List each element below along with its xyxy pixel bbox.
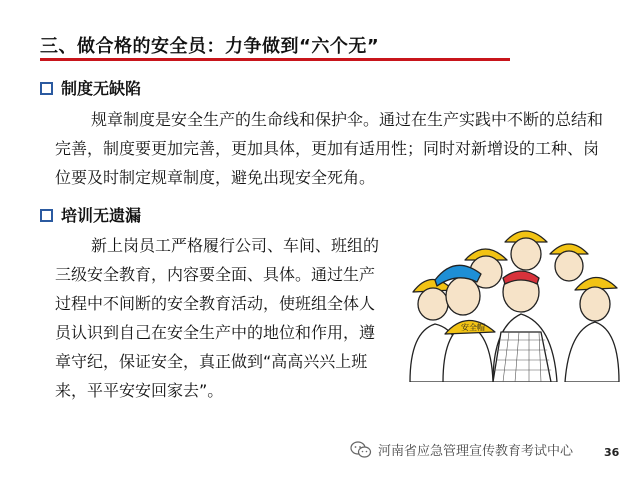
paragraph-line: 来，平平安安回家去”。 <box>55 381 224 400</box>
paragraph-line: 位要及时制定规章制度，避免出现安全死角。 <box>55 168 376 187</box>
helmet-label: 安全帽 <box>461 323 485 332</box>
paragraph-line: 过程中不间断的安全教育活动，使班组全体人 <box>55 294 376 313</box>
square-bullet-icon <box>40 209 53 222</box>
section-heading-label: 培训无遗漏 <box>61 206 142 225</box>
section-paragraph-training <box>55 231 379 405</box>
footer-watermark <box>350 440 573 459</box>
paragraph-line: 规章制度是安全生产的生命线和保护伞。通过在生产实践中不断的总结和 <box>91 110 604 129</box>
section-heading-training <box>40 203 141 226</box>
square-bullet-icon <box>40 82 53 95</box>
wechat-icon <box>350 441 372 459</box>
paragraph-line: 新上岗员工严格履行公司、车间、班组的 <box>91 236 380 255</box>
paragraph-line: 章守纪，保证安全，真正做到“高高兴兴上班 <box>55 352 368 371</box>
workers-with-helmets-illustration <box>405 212 620 382</box>
paragraph-line: 完善，制度要更加完善，更加具体，更加有适用性；同时对新增设的工种、岗 <box>55 139 600 158</box>
section-heading-label: 制度无缺陷 <box>61 79 142 98</box>
section-paragraph-policy <box>55 105 603 192</box>
paragraph-line: 三级安全教育，内容要全面、具体。通过生产 <box>55 265 376 284</box>
page-number: 36 <box>604 446 620 459</box>
footer-text: 河南省应急管理宣传教育考试中心 <box>378 444 574 459</box>
paragraph-line: 员认识到自己在安全生产中的地位和作用，遵 <box>55 323 376 342</box>
page-title: 三、做合格的安全员：力争做到“六个无” <box>40 36 380 57</box>
section-heading-policy <box>40 76 141 99</box>
title-divider <box>40 58 510 61</box>
